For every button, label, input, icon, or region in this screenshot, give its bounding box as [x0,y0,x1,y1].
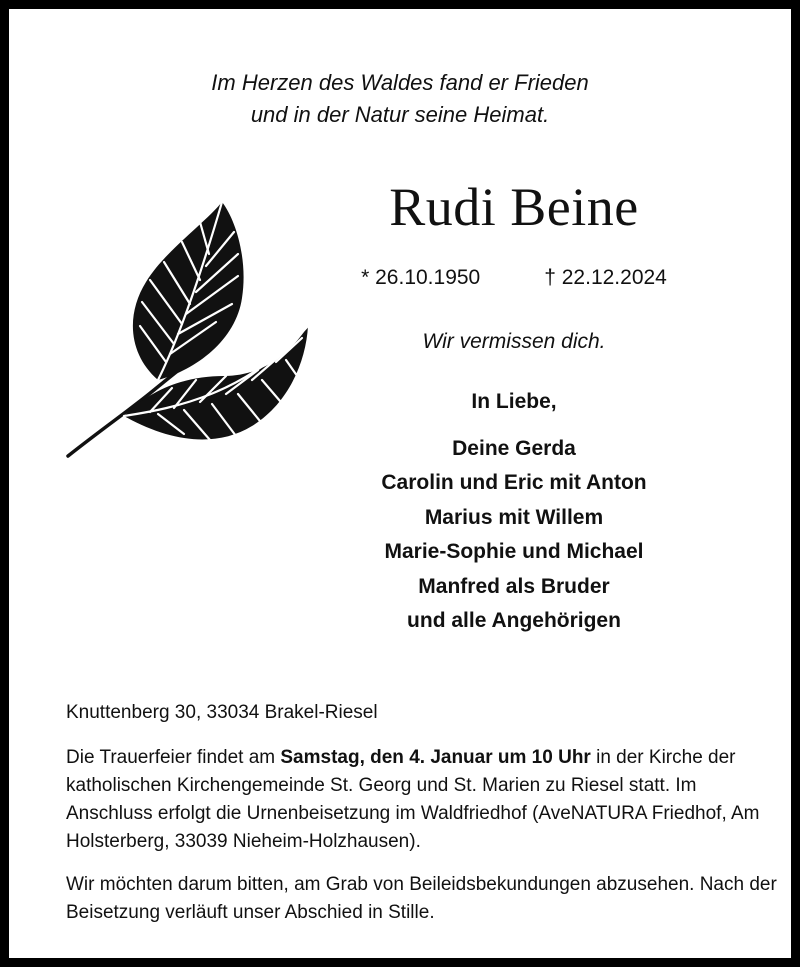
motto-line-1: Im Herzen des Waldes fand er Frieden [211,70,589,95]
leaf-branch-icon [66,194,316,464]
address: Knuttenberg 30, 33034 Brakel-Riesel [66,702,378,723]
funeral-date-emphasis: Samstag, den 4. Januar um 10 Uhr [280,747,591,768]
motto-line-2: und in der Natur seine Heimat. [250,102,550,127]
family-signature [309,385,719,639]
life-dates [309,264,719,292]
funeral-text-end: in der Kirche der katholischen Kirchengemeinde St. Georg und St. Marien zu Riesel statt. Im Anschluss erfolgt die Urnenbeisetzung im Waldfriedhof (AveNATURA Friedhof, Am Holsterberg, 33039 Nieheim-Holzhausen). [66,747,760,852]
birth-date: * 26.10.1950 [361,266,481,289]
family-member: Carolin und Eric mit Anton [381,471,647,494]
deceased-name: Rudi Beine [389,177,639,237]
family-intro: In Liebe, [471,390,557,413]
family-member: Deine Gerda [452,436,576,460]
death-date: † 22.12.2024 [544,266,667,289]
closing-note: Wir möchten darum bitten, am Grab von Beileidsbekundungen abzusehen. Nach der Beisetzung verläuft unser Abschied in Stille. [66,874,777,923]
family-member: Manfred als Bruder [418,574,610,598]
funeral-text-start: Die Trauerfeier findet am [66,747,281,768]
family-member: Marius mit Willem [424,505,604,529]
family-member: und alle Angehörigen [407,609,621,632]
funeral-details [66,744,786,856]
motto [9,67,791,131]
family-member: Marie-Sophie und Michael [384,540,644,563]
farewell-message: Wir vermissen dich. [422,330,606,353]
